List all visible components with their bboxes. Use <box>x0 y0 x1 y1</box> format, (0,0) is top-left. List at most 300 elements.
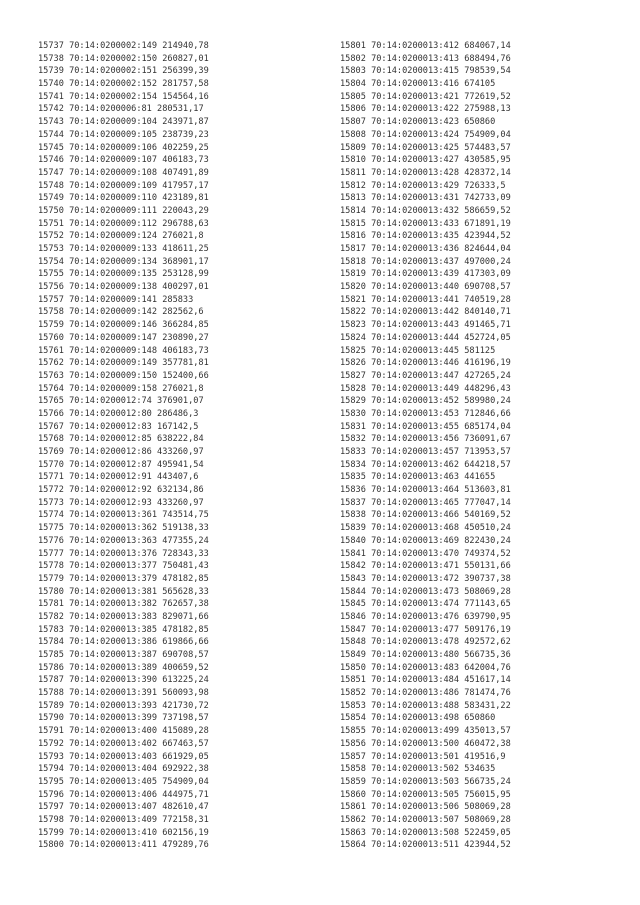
cadastral-value: 366284,85 <box>162 320 209 331</box>
cadastral-value: 433260,97 <box>157 497 204 508</box>
table-row <box>340 827 630 840</box>
cadastral-value: 632134,86 <box>157 485 204 496</box>
cadastral-number: 70:14:0200013:484 <box>371 675 460 686</box>
table-row <box>340 471 630 484</box>
table-row <box>340 357 630 370</box>
cadastral-value: 460472,38 <box>464 738 511 749</box>
cadastral-value: 613225,24 <box>162 675 209 686</box>
row-number: 15757 <box>38 294 64 305</box>
table-row <box>38 306 328 319</box>
cadastral-value: 509176,19 <box>464 624 511 635</box>
row-number: 15754 <box>38 256 64 267</box>
cadastral-value: 357781,81 <box>162 358 209 369</box>
cadastral-value: 419516,9 <box>464 751 506 762</box>
table-row <box>340 598 630 611</box>
cadastral-value: 497000,24 <box>464 256 511 267</box>
table-row <box>340 738 630 751</box>
row-number: 15805 <box>340 91 366 102</box>
cadastral-value: 566735,24 <box>464 776 511 787</box>
cadastral-number: 70:14:0200013:453 <box>371 408 460 419</box>
cadastral-value: 435013,57 <box>464 726 511 737</box>
cadastral-number: 70:14:0200013:443 <box>371 320 460 331</box>
table-row <box>38 598 328 611</box>
row-number: 15761 <box>38 345 64 356</box>
table-row <box>340 180 630 193</box>
cadastral-value: 478182,85 <box>162 573 209 584</box>
cadastral-number: 70:14:0200009:111 <box>69 205 158 216</box>
table-row <box>340 332 630 345</box>
row-number: 15760 <box>38 332 64 343</box>
cadastral-number: 70:14:0200009:134 <box>69 256 158 267</box>
table-row <box>340 814 630 827</box>
cadastral-value: 762657,38 <box>162 599 209 610</box>
cadastral-number: 70:14:0200013:404 <box>69 764 158 775</box>
table-row <box>340 243 630 256</box>
table-row <box>38 776 328 789</box>
cadastral-value: 276021,8 <box>162 383 204 394</box>
row-number: 15739 <box>38 66 64 77</box>
row-number: 15841 <box>340 548 366 559</box>
row-number: 15802 <box>340 53 366 64</box>
cadastral-number: 70:14:0200012:93 <box>69 497 152 508</box>
cadastral-value: 417303,09 <box>464 269 511 280</box>
cadastral-number: 70:14:0200013:501 <box>371 751 460 762</box>
row-number: 15774 <box>38 510 64 521</box>
row-number: 15816 <box>340 231 366 242</box>
table-row <box>38 433 328 446</box>
row-number: 15770 <box>38 459 64 470</box>
cadastral-number: 70:14:0200013:393 <box>69 700 158 711</box>
row-number: 15847 <box>340 624 366 635</box>
row-number: 15813 <box>340 193 366 204</box>
table-row <box>340 154 630 167</box>
row-number: 15804 <box>340 79 366 90</box>
row-number: 15763 <box>38 370 64 381</box>
row-number: 15809 <box>340 142 366 153</box>
cadastral-number: 70:14:0200009:147 <box>69 332 158 343</box>
row-number: 15775 <box>38 523 64 534</box>
table-row <box>340 687 630 700</box>
cadastral-number: 70:14:0200013:503 <box>371 776 460 787</box>
cadastral-number: 70:14:0200013:413 <box>371 53 460 64</box>
cadastral-value: 750481,43 <box>162 561 209 572</box>
table-row <box>340 421 630 434</box>
cadastral-number: 70:14:0200013:508 <box>371 827 460 838</box>
cadastral-number: 70:14:0200009:107 <box>69 155 158 166</box>
table-row <box>38 129 328 142</box>
cadastral-value: 749374,52 <box>464 548 511 559</box>
row-number: 15769 <box>38 447 64 457</box>
row-number: 15837 <box>340 497 366 508</box>
cadastral-number: 70:14:0200013:379 <box>69 573 158 584</box>
cadastral-number: 70:14:0200009:146 <box>69 320 158 331</box>
table-row <box>340 459 630 472</box>
cadastral-value: 416196,19 <box>464 358 511 369</box>
row-number: 15823 <box>340 320 366 331</box>
table-row <box>340 433 630 446</box>
cadastral-value: 740519,28 <box>464 294 511 305</box>
table-row <box>38 497 328 510</box>
cadastral-number: 70:14:0200012:83 <box>69 421 152 432</box>
cadastral-number: 70:14:0200013:452 <box>371 396 460 407</box>
table-row <box>38 421 328 434</box>
cadastral-number: 70:14:0200013:470 <box>371 548 460 559</box>
table-row <box>340 116 630 129</box>
row-number: 15819 <box>340 269 366 280</box>
cadastral-number: 70:14:0200012:80 <box>69 408 152 419</box>
table-row <box>38 624 328 637</box>
row-number: 15833 <box>340 447 366 457</box>
cadastral-value: 602156,19 <box>162 827 209 838</box>
row-number: 15746 <box>38 155 64 166</box>
row-number: 15764 <box>38 383 64 394</box>
row-number: 15788 <box>38 688 64 699</box>
cadastral-number: 70:14:0200013:385 <box>69 624 158 635</box>
cadastral-number: 70:14:0200013:427 <box>371 155 460 166</box>
cadastral-number: 70:14:0200009:148 <box>69 345 158 356</box>
row-number: 15844 <box>340 586 366 597</box>
cadastral-value: 829071,66 <box>162 611 209 622</box>
table-row <box>38 53 328 66</box>
table-row <box>38 116 328 129</box>
cadastral-value: 798539,54 <box>464 66 511 77</box>
row-number: 15829 <box>340 396 366 407</box>
row-number: 15776 <box>38 535 64 546</box>
table-row <box>340 370 630 383</box>
cadastral-number: 70:14:0200009:135 <box>69 269 158 280</box>
cadastral-number: 70:14:0200013:412 <box>371 41 460 51</box>
row-number: 15853 <box>340 700 366 711</box>
cadastral-number: 70:14:0200002:154 <box>69 91 158 102</box>
table-row <box>340 192 630 205</box>
table-row <box>340 624 630 637</box>
cadastral-value: 478182,85 <box>162 624 209 635</box>
cadastral-value: 519138,33 <box>162 523 209 534</box>
cadastral-value: 589980,24 <box>464 396 511 407</box>
table-row <box>340 103 630 116</box>
cadastral-number: 70:14:0200013:476 <box>371 611 460 622</box>
row-number: 15861 <box>340 802 366 813</box>
row-number: 15771 <box>38 472 64 483</box>
table-row <box>38 78 328 91</box>
cadastral-value: 688494,76 <box>464 53 511 64</box>
cadastral-number: 70:14:0200013:506 <box>371 802 460 813</box>
cadastral-value: 671891,19 <box>464 218 511 229</box>
table-row <box>38 611 328 624</box>
row-number: 15851 <box>340 675 366 686</box>
cadastral-value: 777047,14 <box>464 497 511 508</box>
row-number: 15762 <box>38 358 64 369</box>
table-row <box>340 801 630 814</box>
cadastral-number: 70:14:0200013:474 <box>371 599 460 610</box>
row-number: 15811 <box>340 167 366 178</box>
table-row <box>340 408 630 421</box>
table-row <box>38 40 328 53</box>
cadastral-number: 70:14:0200013:457 <box>371 447 460 457</box>
cadastral-number: 70:14:0200013:468 <box>371 523 460 534</box>
table-row <box>340 319 630 332</box>
cadastral-value: 736091,67 <box>464 434 511 445</box>
row-number: 15748 <box>38 180 64 191</box>
cadastral-value: 406183,73 <box>162 345 209 356</box>
row-number: 15857 <box>340 751 366 762</box>
cadastral-number: 70:14:0200013:399 <box>69 713 158 724</box>
row-number: 15803 <box>340 66 366 77</box>
row-number: 15806 <box>340 104 366 115</box>
row-number: 15825 <box>340 345 366 356</box>
cadastral-value: 421730,72 <box>162 700 209 711</box>
cadastral-value: 690708,57 <box>162 650 209 660</box>
row-number: 15744 <box>38 129 64 140</box>
table-row <box>340 53 630 66</box>
cadastral-number: 70:14:0200013:442 <box>371 307 460 318</box>
table-row <box>38 395 328 408</box>
table-row <box>38 243 328 256</box>
table-row <box>38 649 328 662</box>
table-row <box>340 712 630 725</box>
table-row <box>340 230 630 243</box>
cadastral-value: 479289,76 <box>162 840 209 851</box>
row-number: 15839 <box>340 523 366 534</box>
cadastral-value: 418611,25 <box>162 244 209 254</box>
table-row <box>38 370 328 383</box>
row-number: 15818 <box>340 256 366 267</box>
cadastral-value: 737198,57 <box>162 713 209 724</box>
table-row <box>38 674 328 687</box>
row-number: 15810 <box>340 155 366 166</box>
table-row <box>340 446 630 459</box>
cadastral-value: 566735,36 <box>464 650 511 660</box>
cadastral-number: 70:14:0200013:499 <box>371 726 460 737</box>
row-number: 15846 <box>340 611 366 622</box>
cadastral-value: 451617,14 <box>464 675 511 686</box>
cadastral-number: 70:14:0200013:391 <box>69 688 158 699</box>
cadastral-value: 771143,65 <box>464 599 511 610</box>
cadastral-number: 70:14:0200013:432 <box>371 205 460 216</box>
row-number: 15785 <box>38 650 64 660</box>
row-number: 15827 <box>340 370 366 381</box>
cadastral-value: 540169,52 <box>464 510 511 521</box>
cadastral-value: 376901,07 <box>157 396 204 407</box>
row-number: 15815 <box>340 218 366 229</box>
cadastral-value: 650860 <box>464 713 496 724</box>
table-row <box>38 91 328 104</box>
table-row <box>38 725 328 738</box>
row-number: 15863 <box>340 827 366 838</box>
cadastral-number: 70:14:0200013:423 <box>371 117 460 128</box>
cadastral-number: 70:14:0200013:444 <box>371 332 460 343</box>
row-number: 15793 <box>38 751 64 762</box>
cadastral-value: 368901,17 <box>162 256 209 267</box>
row-number: 15840 <box>340 535 366 546</box>
row-number: 15752 <box>38 231 64 242</box>
table-row <box>340 40 630 53</box>
cadastral-number: 70:14:0200013:377 <box>69 561 158 572</box>
cadastral-value: 238739,23 <box>162 129 209 140</box>
cadastral-value: 433260,97 <box>157 447 204 457</box>
table-row <box>340 306 630 319</box>
row-number: 15795 <box>38 776 64 787</box>
cadastral-value: 492572,62 <box>464 637 511 648</box>
cadastral-number: 70:14:0200013:498 <box>371 713 460 724</box>
cadastral-number: 70:14:0200013:449 <box>371 383 460 394</box>
table-row <box>38 103 328 116</box>
cadastral-number: 70:14:0200009:138 <box>69 282 158 293</box>
row-number: 15808 <box>340 129 366 140</box>
cadastral-number: 70:14:0200013:402 <box>69 738 158 749</box>
cadastral-number: 70:14:0200013:472 <box>371 573 460 584</box>
table-row <box>38 345 328 358</box>
table-row <box>340 560 630 573</box>
row-number: 15796 <box>38 789 64 800</box>
row-number: 15772 <box>38 485 64 496</box>
table-row <box>340 205 630 218</box>
cadastral-number: 70:14:0200009:150 <box>69 370 158 381</box>
cadastral-number: 70:14:0200013:463 <box>371 472 460 483</box>
cadastral-value: 743514,75 <box>162 510 209 521</box>
table-row <box>340 522 630 535</box>
cadastral-number: 70:14:0200013:440 <box>371 282 460 293</box>
cadastral-number: 70:14:0200013:433 <box>371 218 460 229</box>
row-number: 15750 <box>38 205 64 216</box>
row-number: 15835 <box>340 472 366 483</box>
row-number: 15778 <box>38 561 64 572</box>
table-row <box>340 636 630 649</box>
cadastral-value: 491465,71 <box>464 320 511 331</box>
cadastral-number: 70:14:0200013:471 <box>371 561 460 572</box>
row-number: 15826 <box>340 358 366 369</box>
cadastral-number: 70:14:0200013:421 <box>371 91 460 102</box>
cadastral-number: 70:14:0200013:405 <box>69 776 158 787</box>
cadastral-number: 70:14:0200013:505 <box>371 789 460 800</box>
table-row <box>38 281 328 294</box>
table-row <box>340 345 630 358</box>
cadastral-number: 70:14:0200013:436 <box>371 244 460 254</box>
cadastral-value: 574483,57 <box>464 142 511 153</box>
cadastral-value: 253128,99 <box>162 269 209 280</box>
row-number: 15845 <box>340 599 366 610</box>
cadastral-number: 70:14:0200012:85 <box>69 434 152 445</box>
cadastral-number: 70:14:0200009:110 <box>69 193 158 204</box>
cadastral-value: 639790,95 <box>464 611 511 622</box>
table-row <box>38 192 328 205</box>
cadastral-number: 70:14:0200013:407 <box>69 802 158 813</box>
cadastral-value: 214940,78 <box>162 41 209 51</box>
cadastral-number: 70:14:0200013:424 <box>371 129 460 140</box>
row-number: 15843 <box>340 573 366 584</box>
cadastral-number: 70:14:0200009:106 <box>69 142 158 153</box>
cadastral-number: 70:14:0200013:382 <box>69 599 158 610</box>
cadastral-number: 70:14:0200013:389 <box>69 662 158 673</box>
row-number: 15820 <box>340 282 366 293</box>
cadastral-value: 423189,81 <box>162 193 209 204</box>
row-number: 15742 <box>38 104 64 115</box>
cadastral-value: 230890,27 <box>162 332 209 343</box>
cadastral-number: 70:14:0200013:478 <box>371 637 460 648</box>
cadastral-value: 286486,3 <box>157 408 199 419</box>
cadastral-number: 70:14:0200013:431 <box>371 193 460 204</box>
cadastral-number: 70:14:0200013:502 <box>371 764 460 775</box>
cadastral-number: 70:14:0200013:435 <box>371 231 460 242</box>
table-row <box>38 294 328 307</box>
table-row <box>340 674 630 687</box>
row-number: 15745 <box>38 142 64 153</box>
table-row <box>38 154 328 167</box>
cadastral-value: 586659,52 <box>464 205 511 216</box>
table-row <box>340 256 630 269</box>
cadastral-value: 565628,33 <box>162 586 209 597</box>
table-row <box>38 471 328 484</box>
cadastral-value: 824644,04 <box>464 244 511 254</box>
table-row <box>38 142 328 155</box>
cadastral-value: 154564,16 <box>162 91 209 102</box>
row-number: 15836 <box>340 485 366 496</box>
row-number: 15751 <box>38 218 64 229</box>
table-row <box>38 548 328 561</box>
row-number: 15856 <box>340 738 366 749</box>
cadastral-number: 70:14:0200002:150 <box>69 53 158 64</box>
table-row <box>340 484 630 497</box>
cadastral-value: 713953,57 <box>464 447 511 457</box>
cadastral-value: 256399,39 <box>162 66 209 77</box>
table-row <box>38 357 328 370</box>
table-row <box>340 78 630 91</box>
cadastral-value: 400659,52 <box>162 662 209 673</box>
table-row <box>38 751 328 764</box>
cadastral-value: 444975,71 <box>162 789 209 800</box>
cadastral-value: 712846,66 <box>464 408 511 419</box>
cadastral-number: 70:14:0200013:466 <box>371 510 460 521</box>
table-row <box>340 649 630 662</box>
cadastral-number: 70:14:0200013:406 <box>69 789 158 800</box>
cadastral-value: 220043,29 <box>162 205 209 216</box>
row-number: 15799 <box>38 827 64 838</box>
table-row <box>340 509 630 522</box>
row-number: 15766 <box>38 408 64 419</box>
row-number: 15777 <box>38 548 64 559</box>
cadastral-value: 508069,28 <box>464 814 511 825</box>
cadastral-value: 667463,57 <box>162 738 209 749</box>
cadastral-number: 70:14:0200002:149 <box>69 41 158 51</box>
cadastral-value: 402259,25 <box>162 142 209 153</box>
cadastral-value: 423944,52 <box>464 231 511 242</box>
cadastral-number: 70:14:0200013:507 <box>371 814 460 825</box>
cadastral-value: 638222,84 <box>157 434 204 445</box>
table-row <box>340 789 630 802</box>
row-number: 15852 <box>340 688 366 699</box>
cadastral-value: 275988,13 <box>464 104 511 115</box>
row-number: 15855 <box>340 726 366 737</box>
cadastral-number: 70:14:0200013:441 <box>371 294 460 305</box>
row-number: 15738 <box>38 53 64 64</box>
table-row <box>340 586 630 599</box>
table-row <box>340 383 630 396</box>
cadastral-value: 754909,04 <box>464 129 511 140</box>
cadastral-number: 70:14:0200013:400 <box>69 726 158 737</box>
row-number: 15792 <box>38 738 64 749</box>
cadastral-value: 726333,5 <box>464 180 506 191</box>
cadastral-value: 415089,28 <box>162 726 209 737</box>
table-row <box>38 319 328 332</box>
row-number: 15747 <box>38 167 64 178</box>
cadastral-value: 690708,57 <box>464 282 511 293</box>
table-row <box>340 65 630 78</box>
row-number: 15783 <box>38 624 64 635</box>
table-row <box>340 129 630 142</box>
row-number: 15767 <box>38 421 64 432</box>
cadastral-value: 167142,5 <box>157 421 199 432</box>
row-number: 15756 <box>38 282 64 293</box>
